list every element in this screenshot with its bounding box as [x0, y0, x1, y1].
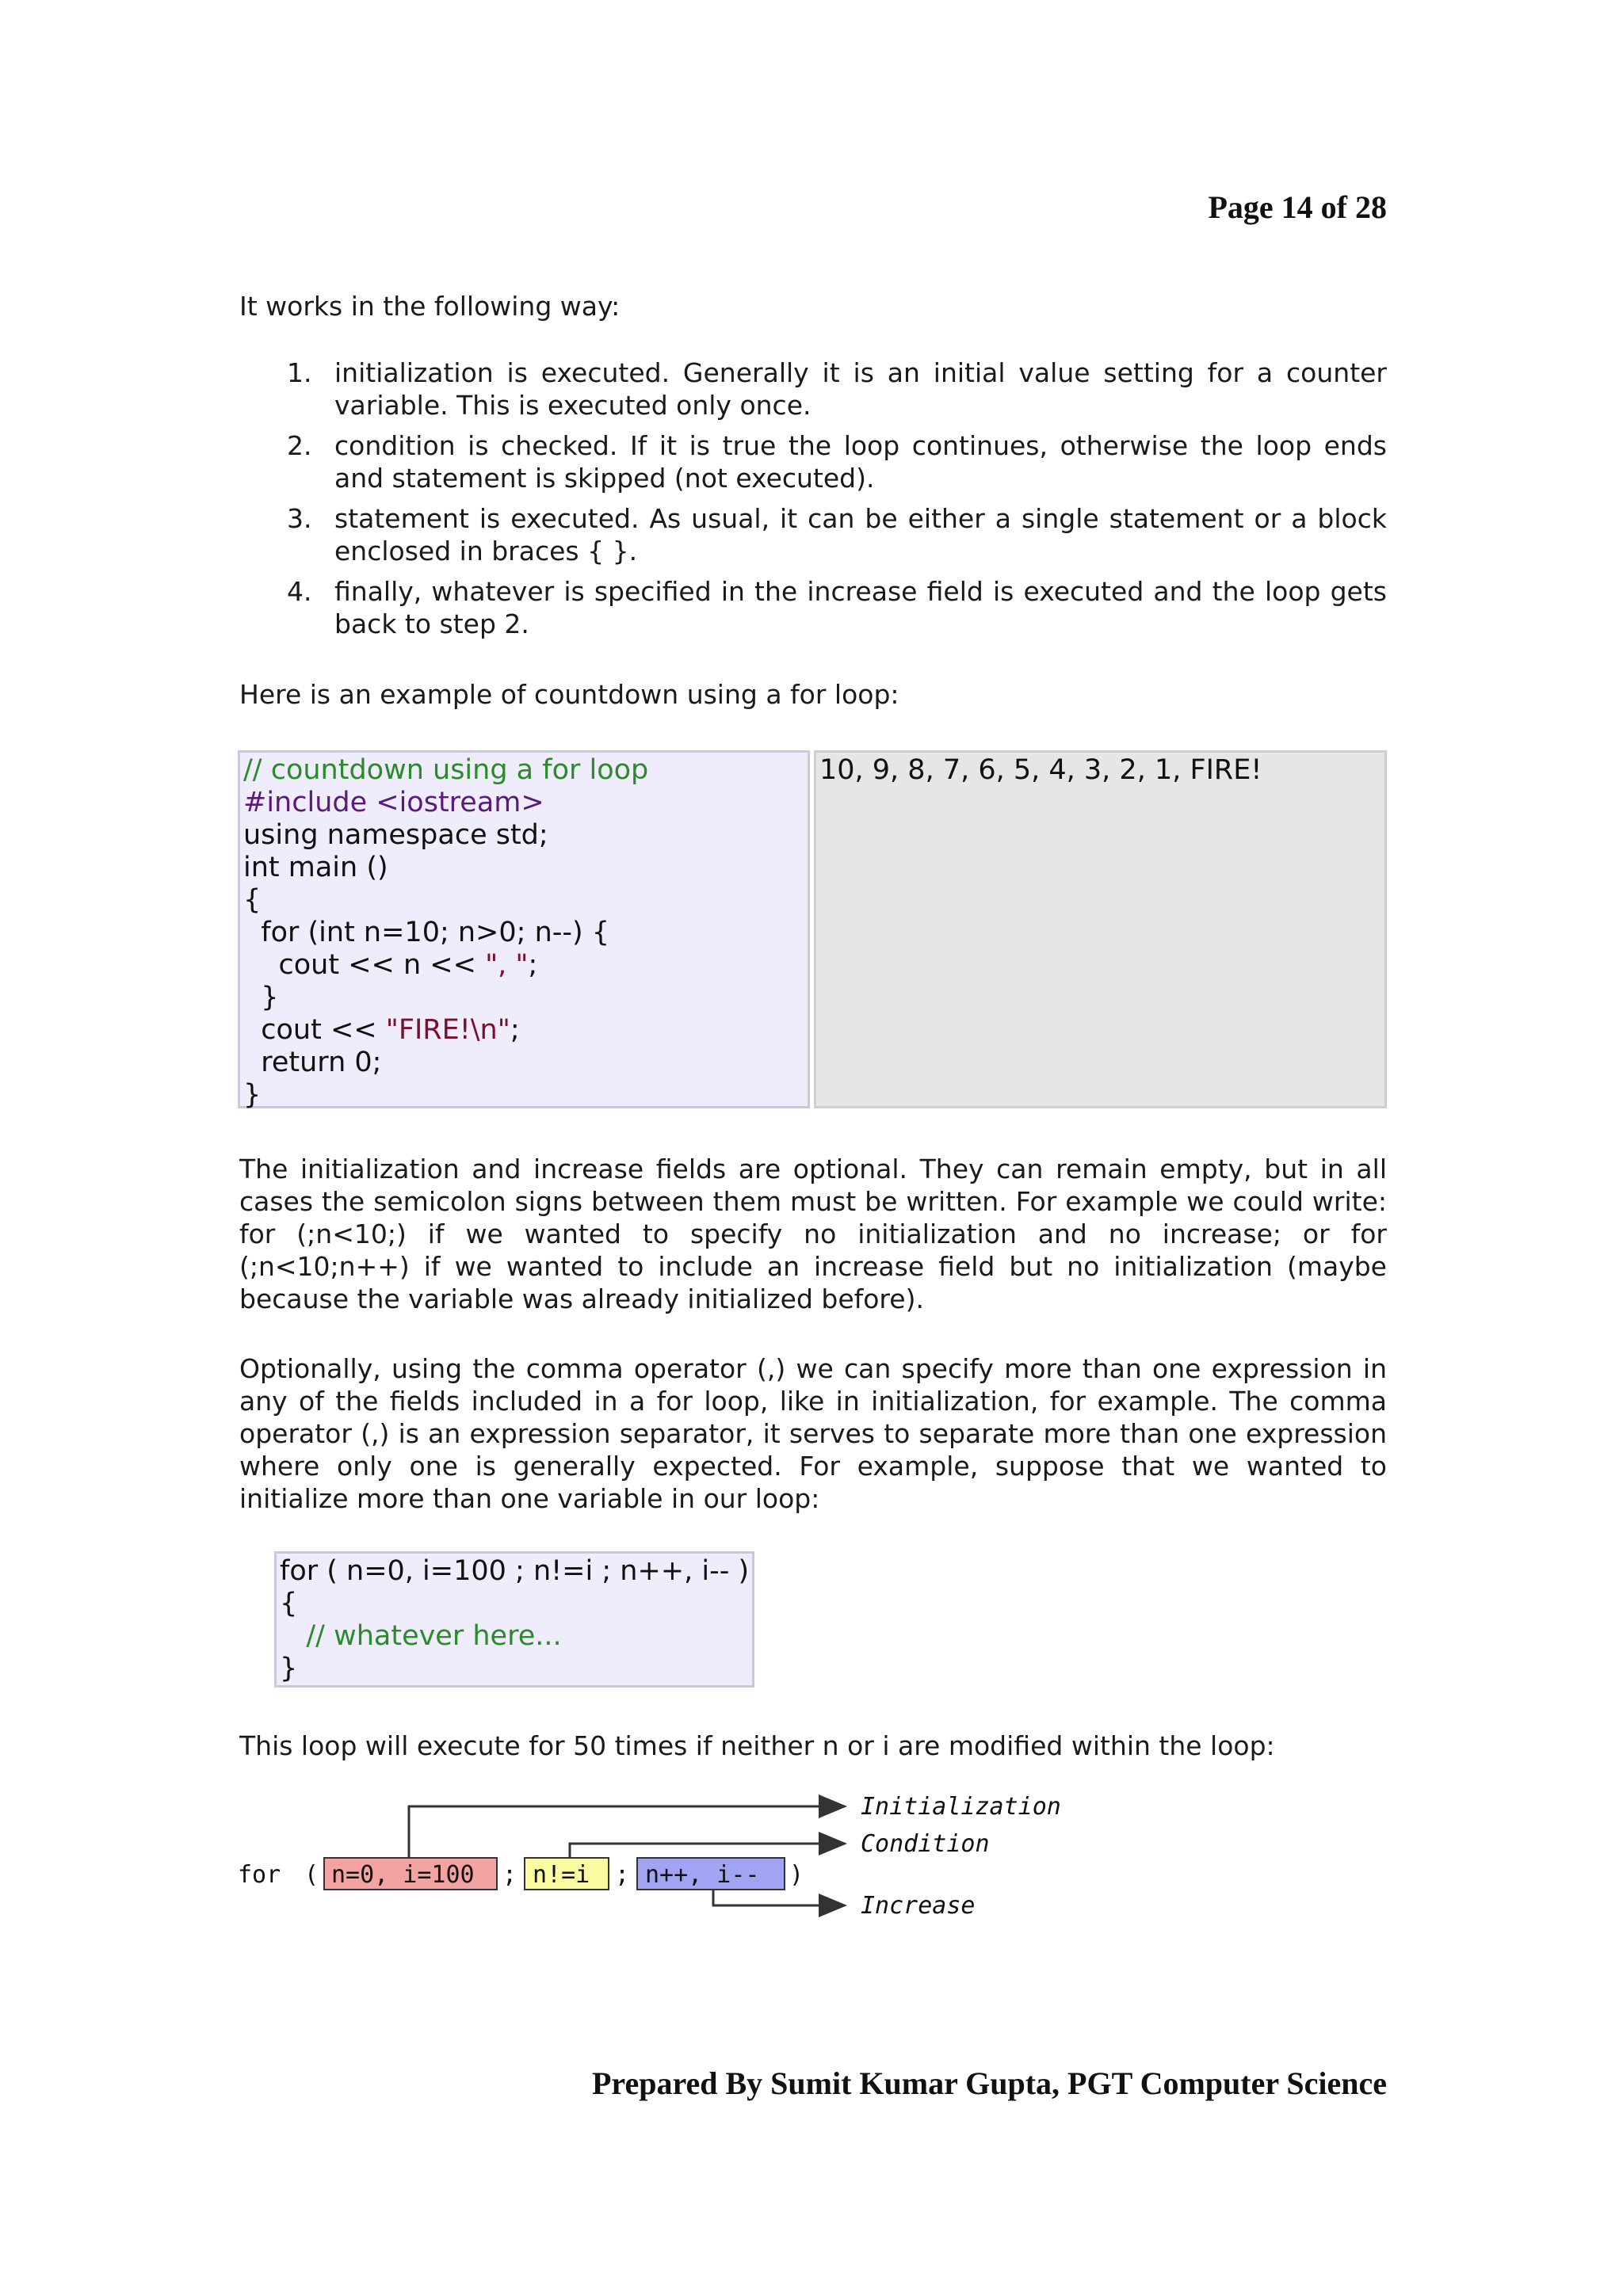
semicolon: ;: [615, 1861, 630, 1889]
code-line: for ( n=0, i=100 ; n!=i ; n++, i-- ): [280, 1555, 750, 1587]
list-item: [239, 502, 1387, 567]
label-initialization: Initialization: [861, 1793, 1061, 1821]
footer-credit: Prepared By Sumit Kumar Gupta, PGT Computer Science: [592, 2065, 1387, 2101]
cond-connector: [570, 1844, 845, 1858]
step-number: 2.: [287, 430, 312, 461]
for-loop-diagram: [235, 1783, 1122, 1941]
label-condition: Condition: [861, 1830, 990, 1858]
code-line: return 0;: [243, 1047, 382, 1078]
paragraph-optional-fields: The initialization and increase fields are optional. They can remain empty, but in all cases the semicolon signs between them must be written. For example we could write: for (;n<10;) if we wanted to specify no initialization and no increase; or for (;n<10;n++) if we wanted to include an increase field but no initialization (maybe because the variable was already initialized before).: [239, 1154, 1387, 1314]
init-connector: [409, 1806, 845, 1858]
example-intro: Here is an example of countdown using a for loop:: [239, 679, 899, 710]
code-line: }: [243, 1079, 262, 1111]
code-line: {: [280, 1588, 298, 1619]
label-increase: Increase: [861, 1892, 976, 1920]
page-number: Page 14 of 28: [1208, 189, 1387, 225]
semicolon: ;: [502, 1861, 517, 1889]
code-string: ", ": [485, 949, 529, 981]
code-block-countdown: [238, 750, 810, 1111]
step-text: statement is executed. As usual, it can be either a single statement or a block enclosed in braces { }.: [334, 503, 1387, 566]
incr-field: n++, i--: [645, 1861, 760, 1889]
code-line: {: [243, 884, 262, 916]
code-line: cout << n <<: [243, 949, 486, 981]
close-paren: ): [789, 1861, 804, 1889]
code-block-comma: [274, 1551, 754, 1688]
step-text: initialization is executed. Generally it is an initial value setting for a counter variable. This is executed only once.: [334, 357, 1387, 421]
code-line: }: [280, 1653, 298, 1684]
step-number: 1.: [287, 357, 312, 388]
step-number: 3.: [287, 503, 312, 534]
for-keyword: for: [238, 1861, 281, 1889]
list-item: [239, 357, 1387, 421]
code-comment: // whatever here...: [280, 1620, 562, 1652]
code-line: for (int n=10; n>0; n--) {: [243, 917, 610, 948]
code-line: using namespace std;: [243, 819, 548, 851]
step-text: finally, whatever is specified in the increase field is executed and the loop gets back to step 2.: [334, 576, 1387, 639]
step-number: 4.: [287, 576, 312, 607]
list-item: [239, 429, 1387, 494]
step-text: condition is checked. If it is true the loop continues, otherwise the loop ends and statement is skipped (not executed).: [334, 430, 1387, 494]
paragraph-loop-count: This loop will execute for 50 times if neither n or i are modified within the loop:: [239, 1730, 1275, 1761]
code-comment: // countdown using a for loop: [243, 754, 649, 786]
paragraph-comma-operator: Optionally, using the comma operator (,) we can specify more than one expression in any of the fields included in a for loop, like in initialization, for example. The comma operator (,) is an expression separator, it serves to separate more than one expression where only one is generally expected. For example, suppose that we wanted to initialize more than one variable in our loop:: [239, 1353, 1387, 1514]
init-field: n=0, i=100: [331, 1861, 475, 1889]
code-line: int main (): [243, 852, 388, 883]
list-item: [239, 575, 1387, 640]
cond-field: n!=i: [533, 1861, 590, 1889]
code-line: }: [243, 982, 279, 1013]
code-line: ;: [510, 1014, 520, 1046]
code-string: "FIRE!\n": [385, 1014, 510, 1046]
output-box: [814, 750, 1387, 1108]
output-text: 10, 9, 8, 7, 6, 5, 4, 3, 2, 1, FIRE!: [819, 754, 1262, 786]
steps-list: [239, 357, 1387, 648]
code-line: ;: [528, 949, 538, 981]
code-directive: #include <iostream>: [243, 787, 544, 818]
open-paren: (: [304, 1861, 319, 1889]
intro-text: It works in the following way:: [239, 291, 621, 322]
code-line: cout <<: [243, 1014, 386, 1046]
incr-connector: [713, 1890, 845, 1905]
